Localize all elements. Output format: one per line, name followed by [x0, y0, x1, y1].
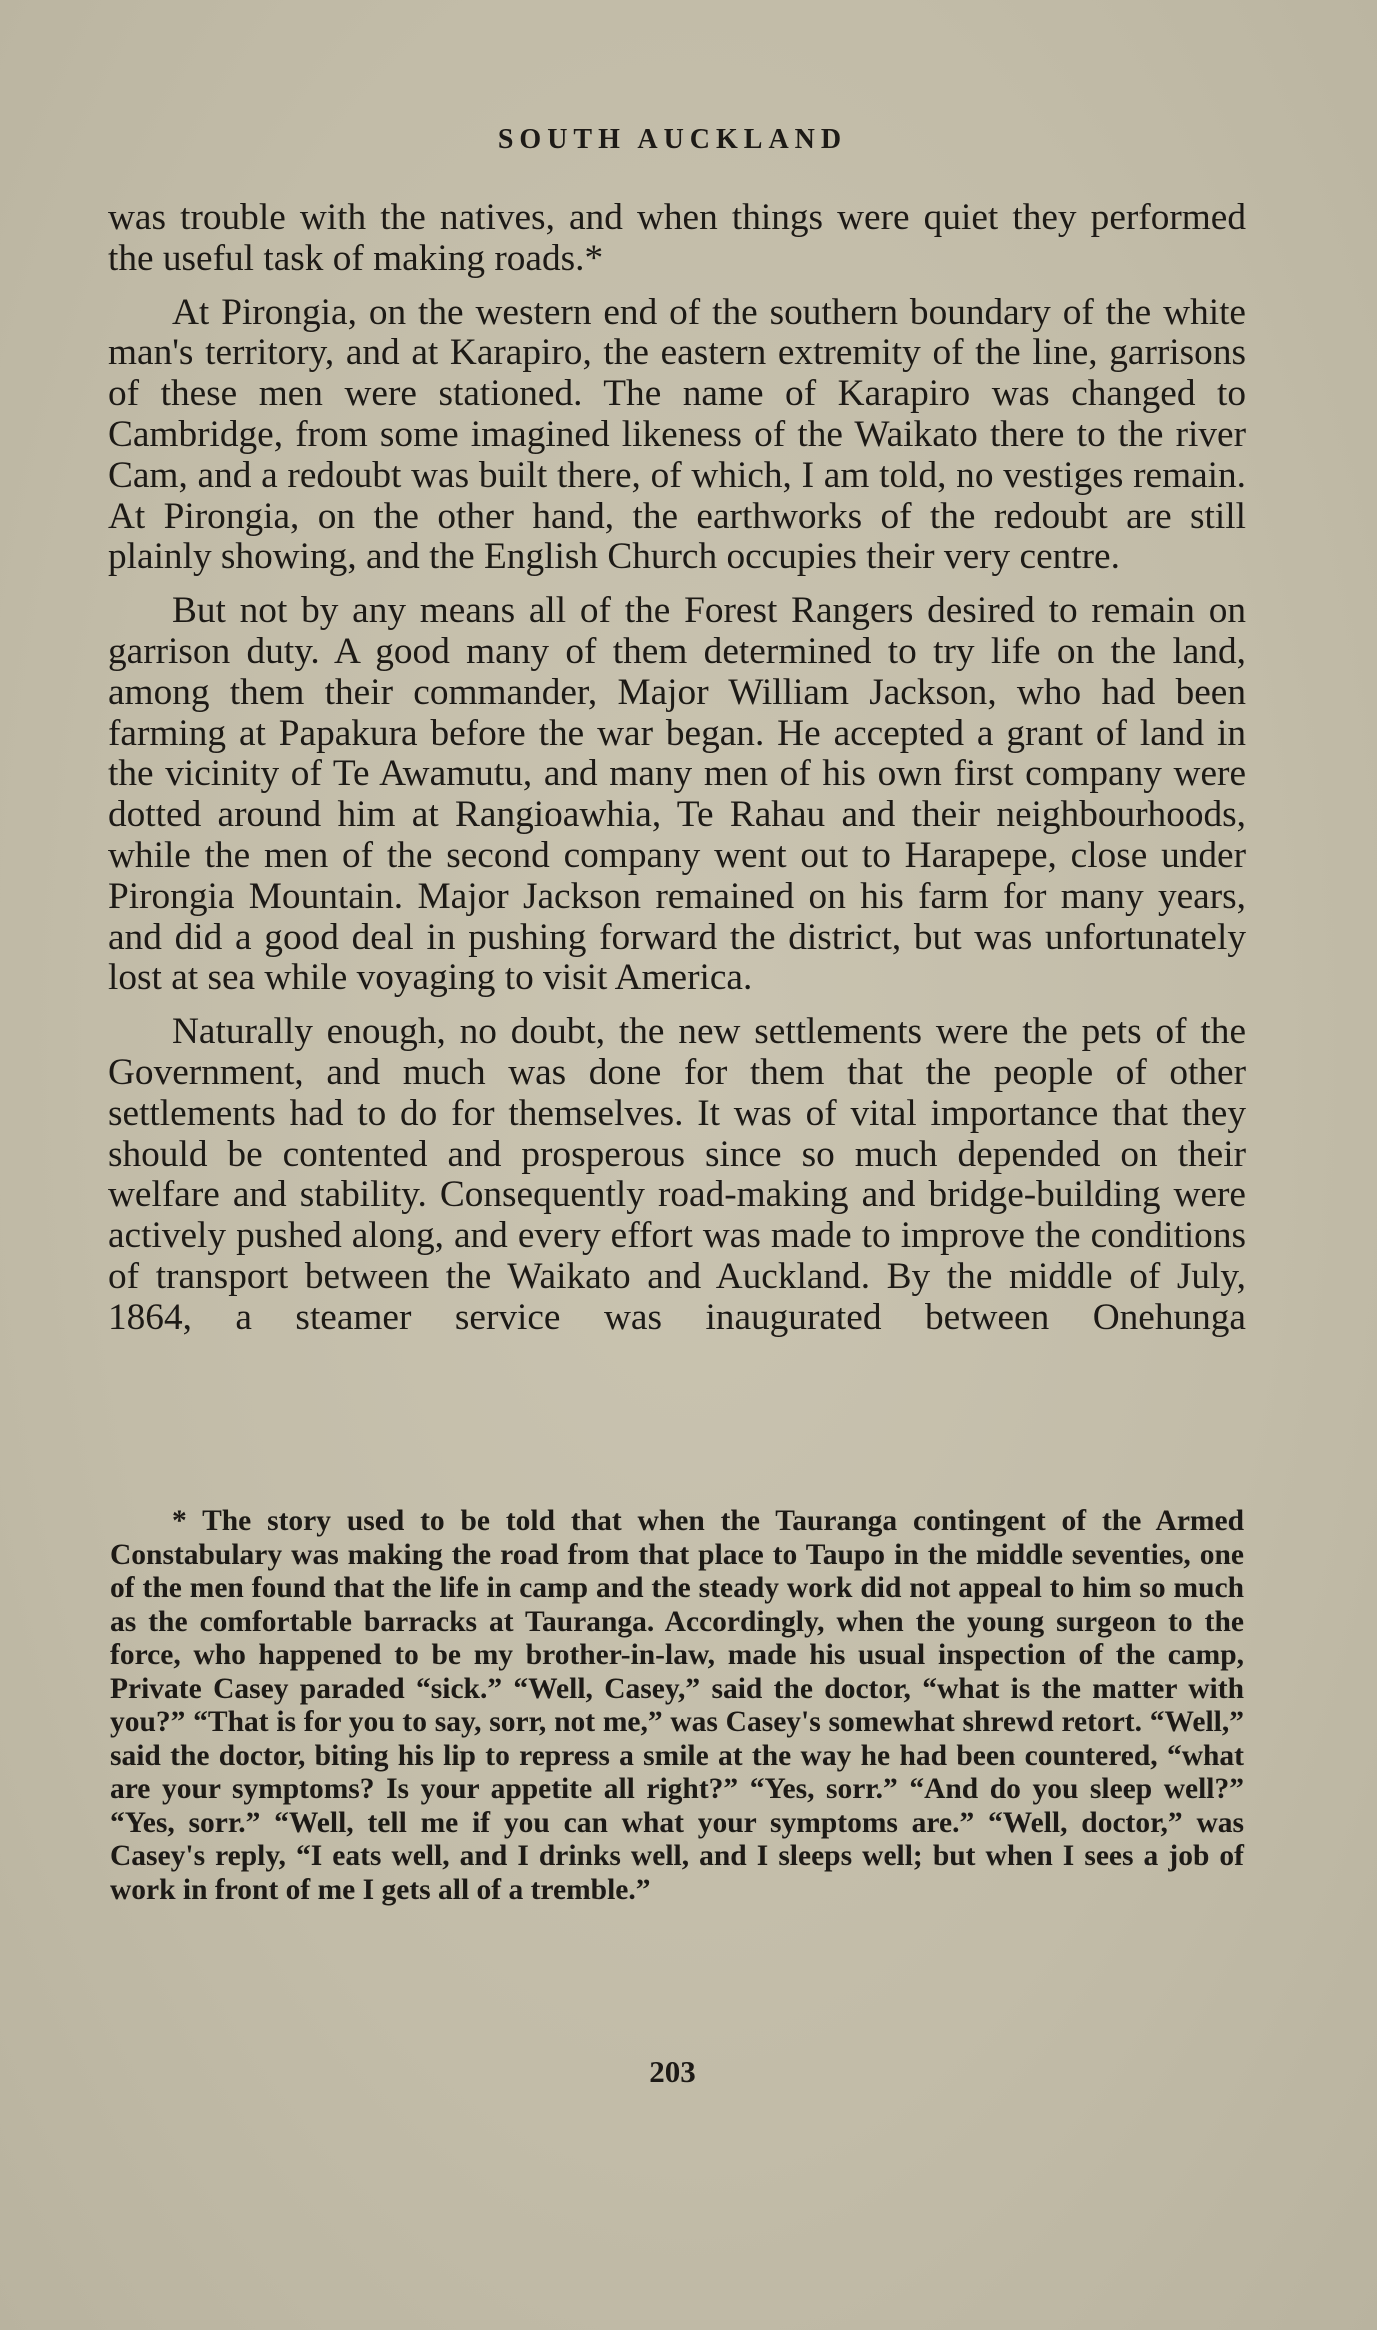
running-head: SOUTH AUCKLAND [497, 124, 848, 155]
paragraph-3: But not by any means all of the Forest Rangers desired to remain on garrison duty. A good many of them determined to try life on the land, among them their commander, Major William Jackson, who had been farming at Papakura before the war began. He accepted a grant of land in the vicinity of Te Awamutu, and many men of his own first company were dotted around him at Rangioawhia, Te Rahau and their neighbourhoods, while the men of the second company went out to Harapepe, close under Pirongia Mountain. Major Jackson remained on his farm for many years, and did a good deal in pushing forward the district, but was unfortunately lost at sea while voyaging to visit America. [108, 590, 1246, 999]
page-number: 203 [649, 2054, 696, 2089]
paragraph-2: At Pirongia, on the western end of the southern boundary of the white man's territory, and at Karapiro, the eastern extremity of the line, garrisons of these men were stationed. The name of Karapiro was changed to Cambridge, from some imagined likeness of the Waikato there to the river Cam, and a redoubt was built there, of which, I am told, no vestiges remain. At Pirongia, on the other hand, the earthworks of the redoubt are still plainly showing, and the English Church occupies their very centre. [108, 291, 1246, 578]
paragraph-1: was trouble with the natives, and when things were quiet they performed the useful task of making roads.* [108, 197, 1246, 279]
footnote: * The story used to be told that when the Tauranga contingent of the Armed Constabulary was making the road from that place to Taupo in the middle seventies, one of the men found that the life in camp and the steady work did not appeal to him so much as the comfortable barracks at Tauranga. Accordingly, when the young surgeon to the force, who happened to be my brother-in-law, made his usual inspection of the camp, Private Casey paraded “sick.” “Well, Casey,” said the doctor, “what is the matter with you?” “That is for you to say, sorr, not me,” was Casey's somewhat shrewd retort. “Well,” said the doctor, biting his lip to repress a smile at the way he had been countered, “what are your symptoms? Is your appetite all right?” “Yes, sorr.” “And do you sleep well?” “Yes, sorr.” “Well, tell me if you can what your symptoms are.” “Well, doctor,” was Casey's reply, “I eats well, and I drinks well, and I sleeps well; but when I sees a job of work in front of me I gets all of a tremble.” [110, 1505, 1244, 1906]
paragraph-4: Naturally enough, no doubt, the new settlements were the pets of the Government, and much was done for them that the people of other settlements had to do for themselves. It was of vital importance that they should be contented and prosperous since so much depended on their welfare and stability. Consequently road-making and bridge-building were actively pushed along, and every effort was made to improve the conditions of transport between the Waikato and Auckland. By the middle of July, 1864, a steamer service was inaugurated between Onehunga [108, 1011, 1246, 1338]
body-text [108, 198, 1246, 1352]
